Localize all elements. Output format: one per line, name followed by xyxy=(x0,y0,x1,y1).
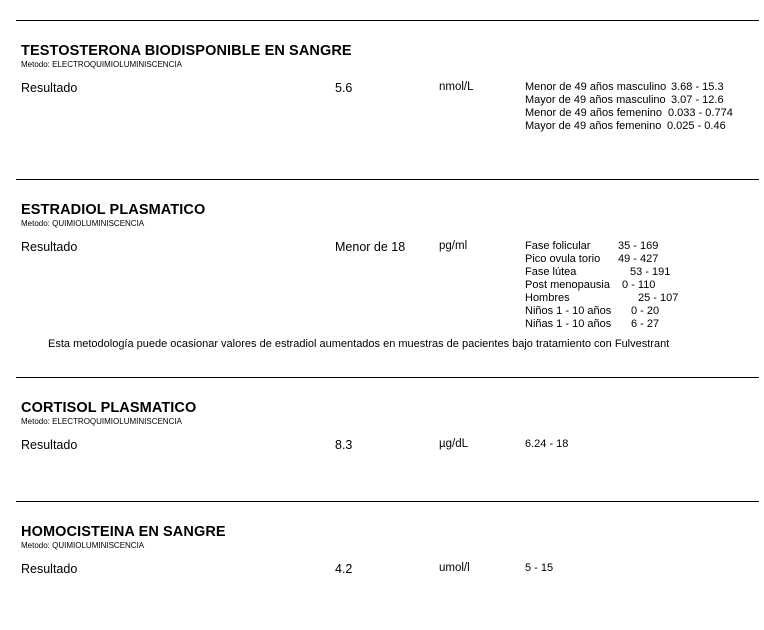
section-title-estradiol: ESTRADIOL PLASMATICO xyxy=(21,202,206,218)
result-value: 8.3 xyxy=(335,438,353,452)
reference-line: Menor de 49 años femenino 0.033 - 0.774 xyxy=(525,107,733,119)
reference-ranges xyxy=(525,240,679,331)
reference-line: Fase lútea 53 - 191 xyxy=(525,266,671,278)
method-note: Esta metodología puede ocasionar valores de estradiol aumentados en muestras de pacientes bajo tratamiento con Fulvestrant xyxy=(48,338,670,350)
section-divider xyxy=(16,377,759,378)
reference-line: Fase folicular 35 - 169 xyxy=(525,240,659,252)
section-method: Metodo: QUIMIOLUMINISCENCIA xyxy=(21,219,145,228)
result-value: 4.2 xyxy=(335,562,353,576)
result-unit: µg/dL xyxy=(439,438,469,450)
reference-line: Pico ovula torio 49 - 427 xyxy=(525,253,659,265)
reference-line: Niñas 1 - 10 años 6 - 27 xyxy=(525,318,660,330)
reference-range: 5 - 15 xyxy=(525,562,554,574)
section-method: Metodo: ELECTROQUIMIOLUMINISCENCIA xyxy=(21,417,182,426)
result-value: Menor de 18 xyxy=(335,240,406,254)
result-unit: pg/ml xyxy=(439,240,468,252)
section-title-cortisol: CORTISOL PLASMATICO xyxy=(21,400,197,416)
section-method: Metodo: ELECTROQUIMIOLUMINISCENCIA xyxy=(21,60,182,69)
result-value: 5.6 xyxy=(335,81,353,95)
result-label: Resultado xyxy=(21,562,78,576)
reference-line: Post menopausia 0 - 110 xyxy=(525,279,656,291)
reference-range: 6.24 - 18 xyxy=(525,438,569,450)
result-unit: nmol/L xyxy=(439,81,474,93)
result-label: Resultado xyxy=(21,81,78,95)
reference-ranges xyxy=(525,81,733,133)
reference-line: Menor de 49 años masculino 3.68 - 15.3 xyxy=(525,81,724,93)
reference-line: Hombres 25 - 107 xyxy=(525,292,679,304)
section-method: Metodo: QUIMIOLUMINISCENCIA xyxy=(21,541,145,550)
reference-line: Niños 1 - 10 años 0 - 20 xyxy=(525,305,660,317)
section-divider xyxy=(16,20,759,21)
result-label: Resultado xyxy=(21,240,78,254)
reference-line: Mayor de 49 años femenino 0.025 - 0.46 xyxy=(525,120,726,132)
section-divider xyxy=(16,179,759,180)
result-unit: umol/l xyxy=(439,562,470,574)
section-title-homocisteina: HOMOCISTEINA EN SANGRE xyxy=(21,524,226,540)
result-label: Resultado xyxy=(21,438,78,452)
reference-line: Mayor de 49 años masculino 3.07 - 12.6 xyxy=(525,94,724,106)
section-title-testosterona: TESTOSTERONA BIODISPONIBLE EN SANGRE xyxy=(21,43,352,59)
section-divider xyxy=(16,501,759,502)
